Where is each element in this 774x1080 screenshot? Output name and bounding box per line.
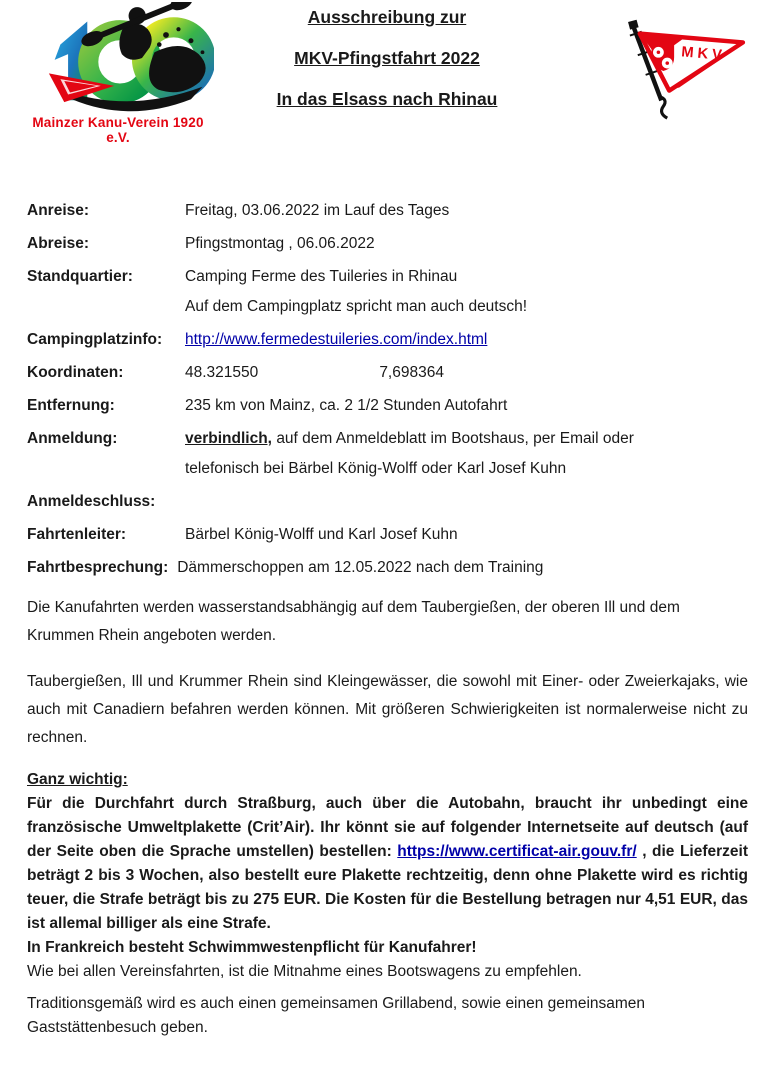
detail-label: Anmeldung: [27,430,118,447]
detail-row-anreise [27,200,748,221]
page-title-line-3: In das Elsass nach Rhinau [276,89,498,109]
paragraph-grillabend: Traditionsgemäß wird es auch einen gemeinsamen Grillabend, sowie einen gemeinsamen Gaststättenbesuch geben. [27,995,646,1036]
detail-value: Bärbel König-Wolff und Karl Josef Kuhn [185,526,458,543]
trip-details-list [27,200,748,578]
detail-value-line-2: telefonisch bei Bärbel König-Wolff oder Karl Josef Kuhn [185,460,567,477]
certificat-air-link[interactable]: https://www.certificat-air.gouv.fr/ [397,843,637,860]
important-text-before-link: Für die Durchfahrt durch Straßburg, auch über die Autobahn, braucht ihr unbedingt eine französische Umweltplakette (Crit’Air). Ihr könnt sie auf folgender Internetseite auf deutsch (auf der Seite oben die Sprache umstellen) bestellen: [27,795,748,860]
detail-label: Entfernung: [27,397,115,414]
kayaker-100-years-icon [22,2,214,114]
club-anniversary-logo [20,2,216,145]
detail-row-fahrtenleiter [27,524,748,545]
boat-trolley-note: Wie bei allen Vereinsfahrten, ist die Mitnahme eines Bootswagens zu empfehlen. [27,963,582,980]
detail-value-line-1: Camping Ferme des Tuileries in Rhinau [185,268,458,285]
detail-row-koordinaten [27,362,748,383]
detail-label: Anreise: [27,202,90,219]
flag-mkv-text: MKV [680,44,727,65]
detail-label: Anmeldeschluss: [27,493,156,510]
detail-label: Fahrtenleiter: [27,526,127,543]
important-section [27,768,748,984]
document-header [0,0,774,150]
detail-value: Dämmerschoppen am 12.05.2022 nach dem Training [177,559,544,576]
detail-label: Abreise: [27,235,90,252]
detail-row-fahrtbesprechung [27,557,748,578]
important-text-after-link: , die Lieferzeit beträgt 2 bis 3 Wochen, also bestellt eure Plakette rechtzeitig, denn ohne Plakette wird es richtig teuer, die Strafe beträgt bis zu 275 EUR. Die Kosten für die Bestellung betragen nur 4,51 EUR, das ist allemal billiger als eine Strafe. [27,843,748,932]
detail-label: Fahrtbesprechung: [27,559,169,576]
verbindlich-emphasis: verbindlich, [185,430,272,447]
detail-row-entfernung [27,395,748,416]
detail-row-campingplatzinfo [27,329,748,350]
important-paragraph [27,792,748,936]
detail-value-line-2: Auf dem Campingplatz spricht man auch deutsch! [185,298,528,315]
detail-row-anmeldung [27,428,748,479]
document-title-block [277,8,498,131]
detail-label: Campingplatzinfo: [27,331,163,348]
detail-row-standquartier [27,266,748,317]
detail-value-text: auf dem Anmeldeblatt im Bootshaus, per Email oder [276,430,634,447]
detail-value [185,266,748,317]
detail-value: 235 km von Mainz, ca. 2 1/2 Stunden Autofahrt [185,397,508,414]
detail-label: Standquartier: [27,268,133,285]
latitude-value: 48.321550 [185,364,259,381]
detail-value: Pfingstmontag , 06.06.2022 [185,235,375,252]
detail-row-abreise [27,233,748,254]
longitude-value: 7,698364 [379,364,444,381]
club-name-caption: Mainzer Kanu-Verein 1920 e.V. [32,115,204,145]
important-heading: Ganz wichtig: [27,771,128,788]
page-title-line-2: MKV-Pfingstfahrt 2022 [294,48,480,68]
page-title-line-1: Ausschreibung zur [307,7,467,27]
paragraph-kanufahrten: Die Kanufahrten werden wasserstandsabhängig auf dem Taubergießen, der oberen Ill und dem Krummen Rhein angeboten werden. [27,599,680,644]
life-jacket-note: In Frankreich besteht Schwimmwestenpflicht für Kanufahrer! [27,939,477,956]
pennant-flag-icon [612,12,750,124]
detail-value: Freitag, 03.06.2022 im Lauf des Tages [185,202,450,219]
detail-row-anmeldeschluss [27,491,748,512]
paragraph-gewaesser: Taubergießen, Ill und Krummer Rhein sind Kleingewässer, die sowohl mit Einer- oder Zweierkajaks, wie auch mit Canadiern befahren werden können. Mit größeren Schwierigkeiten ist normalerweise nicht zu rechnen. [27,673,748,746]
camping-info-link[interactable]: http://www.fermedestuileries.com/index.html [185,331,488,348]
detail-value-line-1 [185,428,748,449]
detail-label: Koordinaten: [27,364,124,381]
mkv-flag-logo [612,12,750,129]
